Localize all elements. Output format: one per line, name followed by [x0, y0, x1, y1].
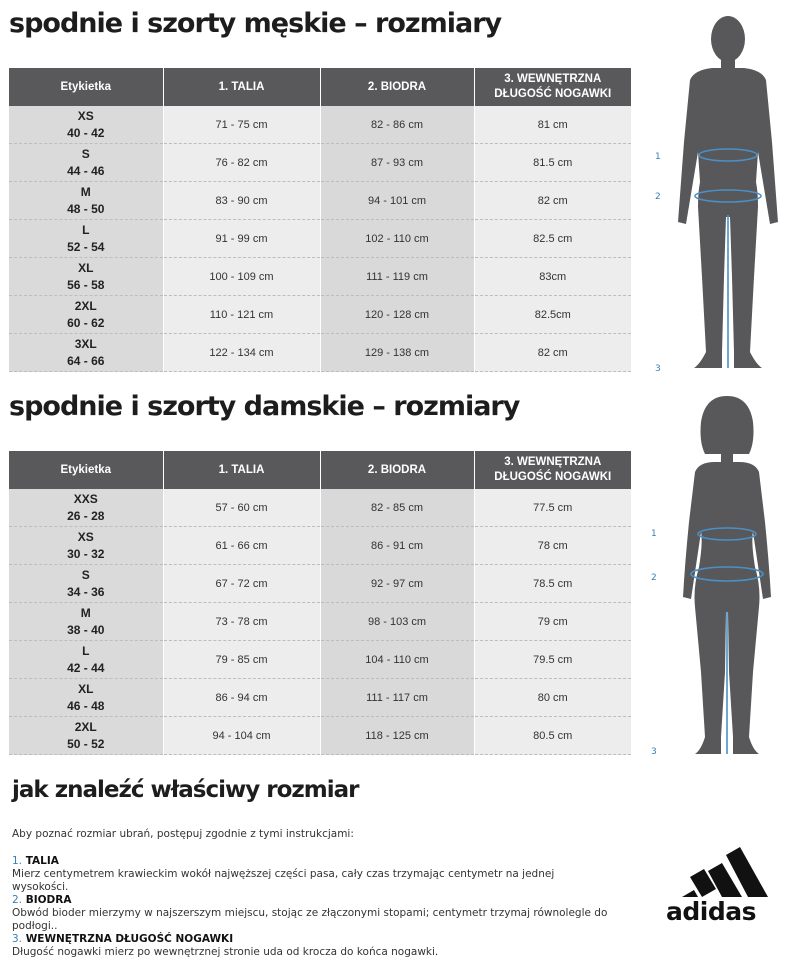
size-range: 34 - 36: [67, 584, 105, 599]
hips-cell: [320, 334, 474, 372]
instructions-intro: Aby poznać rozmiar ubrań, postępuj zgodnie z tymi instrukcjami:: [12, 828, 354, 840]
size-label-cell: [9, 106, 163, 144]
cell-value: 129 - 138 cm: [364, 346, 430, 359]
header-waist: 1. TALIA: [163, 451, 320, 489]
size-range: 46 - 48: [67, 698, 105, 713]
hips-marker: 2: [655, 192, 661, 202]
header-inseam: 3. WEWNĘTRZNA DŁUGOŚĆ NOGAWKI: [474, 451, 631, 489]
size-range: 26 - 28: [67, 508, 105, 523]
size-code: XL: [78, 260, 94, 275]
inseam-cell: [474, 106, 631, 144]
step-name: TALIA: [25, 855, 59, 867]
header-hips: 2. BIODRA: [320, 451, 474, 489]
size-label-cell: [9, 603, 163, 641]
cell-value: 120 - 128 cm: [364, 308, 430, 321]
cell-value: 92 - 97 cm: [371, 577, 423, 590]
table-row: [9, 565, 631, 603]
cell-value: 118 - 125 cm: [365, 729, 429, 742]
size-code: 2XL: [74, 719, 97, 734]
female-body-silhouette-icon: [645, 392, 795, 762]
hips-cell: [320, 296, 474, 334]
header-label: Etykietka: [9, 68, 163, 106]
table-row: [9, 334, 631, 372]
inseam-marker: 3: [655, 364, 661, 374]
cell-value: 86 - 94 cm: [215, 691, 268, 704]
hips-cell: [320, 489, 474, 527]
cell-value: 78 cm: [537, 539, 568, 552]
header-hips: 2. BIODRA: [320, 68, 474, 106]
step-text: Mierz centymetrem krawieckim wokół najwęższej części pasa, cały czas trzymając centymetr na jednej wysokości.: [12, 868, 555, 893]
size-range: 48 - 50: [67, 201, 105, 216]
hips-marker: 2: [651, 573, 657, 583]
header-inseam: 3. WEWNĘTRZNA DŁUGOŚĆ NOGAWKI: [474, 68, 631, 106]
inseam-cell: [474, 334, 631, 372]
header-label: Etykietka: [9, 451, 163, 489]
waist-cell: [163, 144, 320, 182]
cell-value: 82 cm: [537, 194, 568, 207]
size-label-cell: [9, 334, 163, 372]
size-code: M: [80, 605, 91, 620]
step-text: Długość nogawki mierz po wewnętrznej stronie uda od krocza do końca nogawki.: [12, 946, 439, 958]
inseam-cell: [474, 182, 631, 220]
inseam-cell: [474, 296, 631, 334]
size-range: 44 - 46: [67, 163, 105, 178]
size-range: 38 - 40: [67, 622, 105, 637]
table-row: [9, 603, 631, 641]
women-size-table: [9, 451, 631, 755]
hips-cell: [320, 182, 474, 220]
size-range: 30 - 32: [67, 546, 105, 561]
hips-cell: [320, 565, 474, 603]
size-label-cell: [9, 527, 163, 565]
waist-cell: [163, 106, 320, 144]
waist-cell: [163, 296, 320, 334]
waist-cell: [163, 679, 320, 717]
size-code: S: [81, 567, 90, 582]
table-row: [9, 527, 631, 565]
size-label-cell: [9, 144, 163, 182]
inseam-cell: [474, 258, 631, 296]
table-header-row: [9, 68, 631, 106]
cell-value: 82.5 cm: [533, 232, 573, 245]
step-number: 2.: [12, 894, 23, 906]
step-number: 1.: [12, 855, 23, 867]
size-code: L: [82, 222, 90, 237]
size-code: M: [80, 184, 91, 199]
cell-value: 71 - 75 cm: [215, 118, 268, 131]
table-row: [9, 679, 631, 717]
size-code: XS: [77, 108, 94, 123]
cell-value: 111 - 117 cm: [366, 691, 428, 704]
cell-value: 94 - 104 cm: [212, 729, 271, 742]
table-row: [9, 182, 631, 220]
size-code: 3XL: [74, 336, 97, 351]
hips-cell: [320, 717, 474, 755]
size-code: 2XL: [74, 298, 97, 313]
size-range: 50 - 52: [67, 736, 105, 751]
brand-name: adidas: [666, 897, 756, 926]
instructions: [12, 828, 612, 959]
waist-marker: 1: [651, 529, 657, 539]
inseam-cell: [474, 603, 631, 641]
size-code: S: [81, 146, 90, 161]
table-row: [9, 717, 631, 755]
table-row: [9, 220, 631, 258]
hips-cell: [320, 679, 474, 717]
step-hips: [12, 894, 612, 933]
table-row: [9, 489, 631, 527]
waist-cell: [163, 182, 320, 220]
waist-cell: [163, 489, 320, 527]
header-waist: 1. TALIA: [163, 68, 320, 106]
cell-value: 82 - 85 cm: [371, 501, 423, 514]
step-name: BIODRA: [25, 894, 72, 906]
cell-value: 79 - 85 cm: [215, 653, 268, 666]
cell-value: 110 - 121 cm: [209, 308, 274, 321]
cell-value: 79 cm: [537, 615, 568, 628]
cell-value: 83 - 90 cm: [215, 194, 268, 207]
table-header-row: [9, 451, 631, 489]
waist-cell: [163, 717, 320, 755]
size-label-cell: [9, 565, 163, 603]
size-range: 40 - 42: [67, 125, 105, 140]
inseam-cell: [474, 489, 631, 527]
howto-title: jak znaleźć właściwy rozmiar: [12, 777, 359, 803]
cell-value: 81.5 cm: [533, 156, 573, 169]
cell-value: 57 - 60 cm: [215, 501, 268, 514]
waist-cell: [163, 603, 320, 641]
size-range: 56 - 58: [67, 277, 105, 292]
cell-value: 73 - 78 cm: [215, 615, 268, 628]
inseam-cell: [474, 220, 631, 258]
inseam-cell: [474, 717, 631, 755]
waist-cell: [163, 565, 320, 603]
size-range: 60 - 62: [67, 315, 105, 330]
table-row: [9, 106, 631, 144]
size-range: 52 - 54: [67, 239, 105, 254]
cell-value: 80 cm: [537, 691, 568, 704]
men-size-table: [9, 68, 631, 372]
cell-value: 61 - 66 cm: [215, 539, 268, 552]
waist-cell: [163, 334, 320, 372]
men-section-title: spodnie i szorty męskie – rozmiary: [9, 8, 502, 39]
cell-value: 94 - 101 cm: [367, 194, 427, 207]
inseam-cell: [474, 565, 631, 603]
male-figure: [650, 12, 795, 374]
cell-value: 87 - 93 cm: [371, 156, 423, 169]
cell-value: 122 - 134 cm: [209, 346, 274, 359]
cell-value: 86 - 91 cm: [371, 539, 423, 552]
inseam-cell: [474, 641, 631, 679]
size-code: XL: [78, 681, 94, 696]
women-section-title: spodnie i szorty damskie – rozmiary: [9, 391, 520, 422]
size-label-cell: [9, 489, 163, 527]
step-text: Obwód bioder mierzymy w najszerszym miejscu, stojąc ze złączonymi stopami; centymetr trzymaj równolegle do podłogi..: [12, 907, 608, 932]
hips-cell: [320, 220, 474, 258]
cell-value: 79.5 cm: [533, 653, 573, 666]
hips-cell: [320, 641, 474, 679]
cell-value: 82 cm: [537, 346, 568, 359]
waist-cell: [163, 220, 320, 258]
cell-value: 83cm: [539, 270, 567, 283]
cell-value: 102 - 110 cm: [365, 232, 429, 245]
waist-cell: [163, 527, 320, 565]
male-body-silhouette-icon: [650, 12, 795, 374]
table-row: [9, 641, 631, 679]
size-label-cell: [9, 641, 163, 679]
inseam-cell: [474, 679, 631, 717]
cell-value: 78.5 cm: [533, 577, 573, 590]
inseam-cell: [474, 144, 631, 182]
waist-marker: 1: [655, 152, 661, 162]
size-code: L: [82, 643, 90, 658]
size-range: 64 - 66: [67, 353, 105, 368]
hips-cell: [320, 106, 474, 144]
cell-value: 77.5 cm: [533, 501, 573, 514]
cell-value: 67 - 72 cm: [215, 577, 268, 590]
size-label-cell: [9, 679, 163, 717]
size-range: 42 - 44: [67, 660, 105, 675]
size-code: XXS: [73, 491, 98, 506]
size-label-cell: [9, 258, 163, 296]
table-row: [9, 258, 631, 296]
cell-value: 81 cm: [537, 118, 568, 131]
hips-cell: [320, 603, 474, 641]
adidas-logo: [664, 845, 788, 929]
cell-value: 100 - 109 cm: [209, 270, 274, 283]
size-label-cell: [9, 220, 163, 258]
inseam-marker: 3: [651, 747, 657, 757]
table-row: [9, 296, 631, 334]
size-label-cell: [9, 717, 163, 755]
inseam-cell: [474, 527, 631, 565]
step-number: 3.: [12, 933, 23, 945]
cell-value: 82 - 86 cm: [371, 118, 423, 131]
size-code: XS: [77, 529, 94, 544]
step-inseam: [12, 933, 612, 959]
size-label-cell: [9, 296, 163, 334]
cell-value: 91 - 99 cm: [215, 232, 268, 245]
table-row: [9, 144, 631, 182]
step-name: WEWNĘTRZNA DŁUGOŚĆ NOGAWKI: [25, 933, 234, 945]
waist-cell: [163, 258, 320, 296]
cell-value: 82.5cm: [534, 308, 571, 321]
female-figure: [645, 392, 795, 762]
hips-cell: [320, 144, 474, 182]
cell-value: 98 - 103 cm: [367, 615, 427, 628]
cell-value: 111 - 119 cm: [366, 270, 428, 283]
cell-value: 104 - 110 cm: [365, 653, 429, 666]
size-label-cell: [9, 182, 163, 220]
waist-cell: [163, 641, 320, 679]
hips-cell: [320, 258, 474, 296]
cell-value: 80.5 cm: [533, 729, 573, 742]
cell-value: 76 - 82 cm: [215, 156, 268, 169]
step-waist: [12, 855, 612, 894]
hips-cell: [320, 527, 474, 565]
